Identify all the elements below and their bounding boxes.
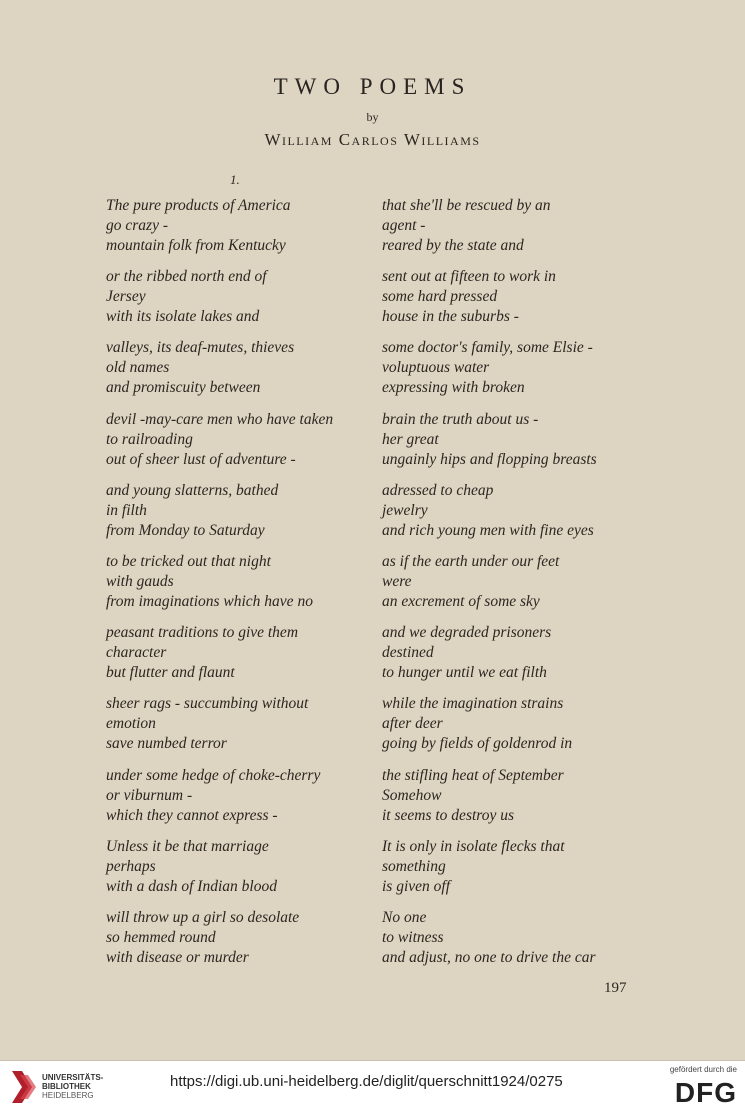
poem-line: and promiscuity between [106, 379, 261, 397]
poem-line: It is only in isolate flecks that [382, 837, 565, 855]
poem-line: peasant traditions to give them [106, 624, 299, 642]
poem-line: with a dash of Indian blood [106, 877, 277, 895]
poem-line: her great [382, 430, 439, 448]
poem-line: some doctor's family, some Elsie - [382, 339, 593, 357]
poem-line: but flutter and flaunt [106, 664, 235, 682]
poem-line: the stifling heat of September [382, 766, 564, 784]
poem-right-column [382, 196, 702, 979]
stanza [106, 338, 396, 409]
poem-line: or viburnum - [106, 786, 193, 804]
poem-line: with disease or murder [106, 948, 249, 966]
poem-line: going by fields of goldenrod in [382, 735, 573, 753]
poem-line: were [382, 572, 412, 590]
poem-line: some hard pressed [382, 288, 498, 306]
poem-line: destined [382, 644, 434, 662]
stanza [382, 481, 702, 552]
poem-line: to hunger until we eat filth [382, 664, 547, 682]
poem-line: and young slatterns, bathed [106, 481, 279, 499]
poem-line: old names [106, 359, 170, 377]
poem-line: while the imagination strains [382, 695, 564, 713]
poem-line: in filth [106, 501, 147, 519]
poem-line: The pure products of America [106, 197, 291, 214]
poem-line: Unless it be that marriage [106, 837, 269, 855]
poem-line: Somehow [382, 786, 442, 804]
poem-line: go crazy - [106, 217, 168, 234]
poem-left-column [106, 196, 396, 979]
poem-line: to be tricked out that night [106, 552, 271, 570]
stanza [382, 196, 702, 267]
poem-line: with gauds [106, 572, 174, 590]
stanza [382, 766, 702, 837]
byline-by: by [366, 110, 379, 124]
poem-line: expressing with broken [382, 379, 525, 397]
stanza [106, 908, 396, 979]
poem-line: to railroading [106, 430, 193, 448]
page-number: 197 [604, 980, 627, 996]
poem-line: so hemmed round [106, 928, 216, 946]
poem-line: which they cannot express - [106, 806, 278, 824]
stanza [382, 552, 702, 623]
library-name: UNIVERSITÄTS- BIBLIOTHEK HEIDELBERG [42, 1073, 104, 1100]
poem-line: agent - [382, 217, 426, 234]
poem-line: devil -may-care men who have taken [106, 410, 334, 428]
dfg-logo: DFG [674, 1077, 737, 1108]
poem-line: Jersey [106, 288, 146, 306]
stanza [382, 837, 702, 908]
stanza [382, 623, 702, 694]
poem-line: an excrement of some sky [382, 592, 540, 610]
poem-line: under some hedge of choke-cherry [106, 766, 321, 784]
poem-line: from imaginations which have no [106, 592, 313, 610]
poem-line: from Monday to Saturday [106, 521, 265, 539]
poem-line: as if the earth under our feet [382, 552, 560, 570]
stanza [106, 196, 396, 267]
stanza [106, 623, 396, 694]
poem-line: something [382, 857, 446, 875]
stanza [106, 410, 396, 481]
stanza [382, 908, 702, 979]
poem-line: perhaps [106, 857, 156, 875]
poem-line: out of sheer lust of adventure - [106, 450, 296, 468]
funded-by-label: gefördert durch die [669, 1065, 737, 1074]
poem-line: house in the suburbs - [382, 308, 519, 326]
poem-line: that she'll be rescued by an [382, 197, 551, 214]
poem-line: with its isolate lakes and [106, 308, 260, 326]
poem-line: is given off [382, 877, 451, 895]
poem-line: valleys, its deaf-mutes, thieves [106, 339, 295, 357]
poem-line: after deer [382, 715, 443, 733]
poem-line: ungainly hips and flopping breasts [382, 450, 597, 468]
stanza [106, 267, 396, 338]
poem-line: to witness [382, 928, 444, 946]
poem-line: mountain folk from Kentucky [106, 237, 286, 254]
stanza [382, 338, 702, 409]
poem-line: emotion [106, 715, 156, 733]
poem-line: will throw up a girl so desolate [106, 908, 300, 926]
poem-line: brain the truth about us - [382, 410, 539, 428]
stanza [106, 694, 396, 765]
poem-line: and adjust, no one to drive the car [382, 948, 596, 966]
library-logo-icon [8, 1067, 38, 1107]
stanza [382, 694, 702, 765]
poem-line: and rich young men with fine eyes [382, 521, 594, 539]
author-name: William Carlos Williams [264, 130, 481, 149]
stanza [382, 267, 702, 338]
stanza [106, 552, 396, 623]
poem-line: adressed to cheap [382, 481, 494, 499]
viewer-footer [0, 1060, 745, 1114]
poem-line: jewelry [382, 501, 428, 519]
stanza [106, 481, 396, 552]
poem-line: sent out at fifteen to work in [382, 268, 556, 286]
poem-line: reared by the state and [382, 237, 524, 254]
poem-line: No one [382, 908, 427, 926]
poem-line: voluptuous water [382, 359, 490, 377]
poem-title: TWO POEMS [273, 74, 472, 99]
poem-line: character [106, 644, 167, 662]
poem-line: it seems to destroy us [382, 806, 515, 824]
poem-line: sheer rags - succumbing without [106, 695, 309, 713]
poem-line: or the ribbed north end of [106, 268, 267, 286]
stanza [106, 766, 396, 837]
stanza [106, 837, 396, 908]
section-number: 1. [230, 172, 240, 187]
poem-line: and we degraded prisoners [382, 624, 552, 642]
page-url-link[interactable]: https://digi.ub.uni-heidelberg.de/diglit/querschnitt1924/0275 [170, 1073, 563, 1090]
poem-line: save numbed terror [106, 735, 227, 753]
stanza [382, 410, 702, 481]
